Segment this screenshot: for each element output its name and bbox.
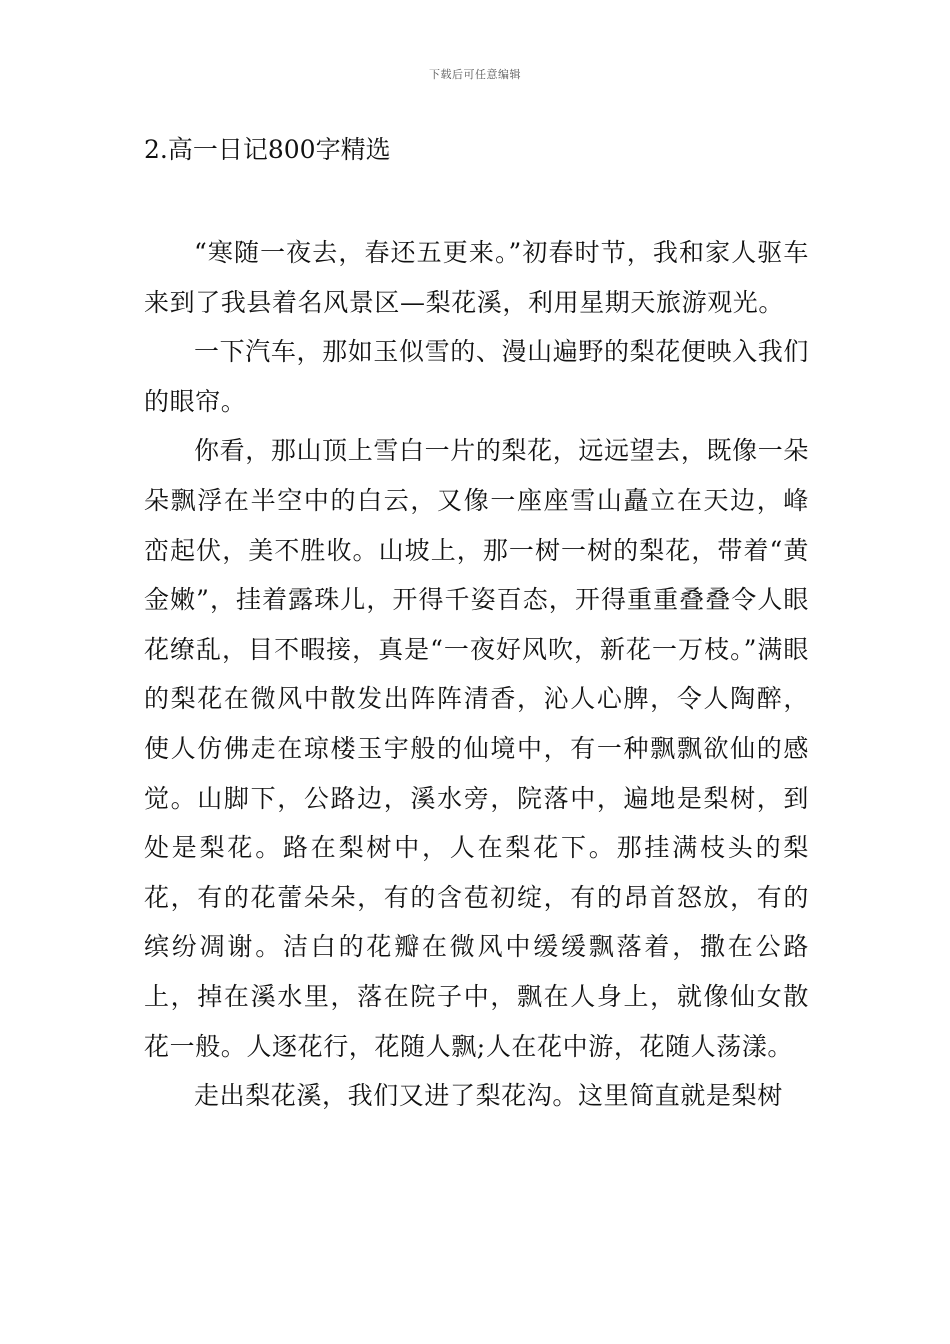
paragraph-2: 一下汽车，那如玉似雪的、漫山遍野的梨花便映入我们的眼帘。	[144, 337, 809, 416]
paragraph-3: 你看，那山顶上雪白一片的梨花，远远望去，既像一朵朵飘浮在半空中的白云，又像一座座雪山矗立在天边，峰峦起伏，美不胜收。山坡上，那一树一树的梨花，带着“黄金嫩”，挂着露珠儿，开得千姿百态，开得重重叠叠令人眼花缭乱，目不暇接，真是“一夜好风吹，新花一万枝。”满眼的梨花在微风中散发出阵阵清香，沁人心脾，令人陶醉，使人仿佛走在琼楼玉宇般的仙境中，有一种飘飘欲仙的感觉。山脚下，公路边，溪水旁，院落中，遍地是梨树，到处是梨花。路在梨树中，人在梨花下。那挂满枝头的梨花，有的花蕾朵朵，有的含苞初绽，有的昂首怒放，有的缤纷凋谢。洁白的花瓣在微风中缓缓飘落着，撒在公路上，掉在溪水里，落在院子中，飘在人身上，就像仙女散花一般。人逐花行，花随人飘;人在花中游，花随人荡漾。	[144, 436, 809, 1061]
document-title: 2.高一日记800字精选	[144, 135, 391, 164]
document-body	[144, 228, 809, 1121]
paragraph-1: “寒随一夜去，春还五更来。”初春时节，我和家人驱车来到了我县着名风景区—梨花溪，利用星期天旅游观光。	[144, 238, 809, 317]
header-note: 下载后可任意编辑	[429, 68, 521, 81]
paragraph-4: 走出梨花溪，我们又进了梨花沟。这里简直就是梨树	[194, 1081, 783, 1111]
